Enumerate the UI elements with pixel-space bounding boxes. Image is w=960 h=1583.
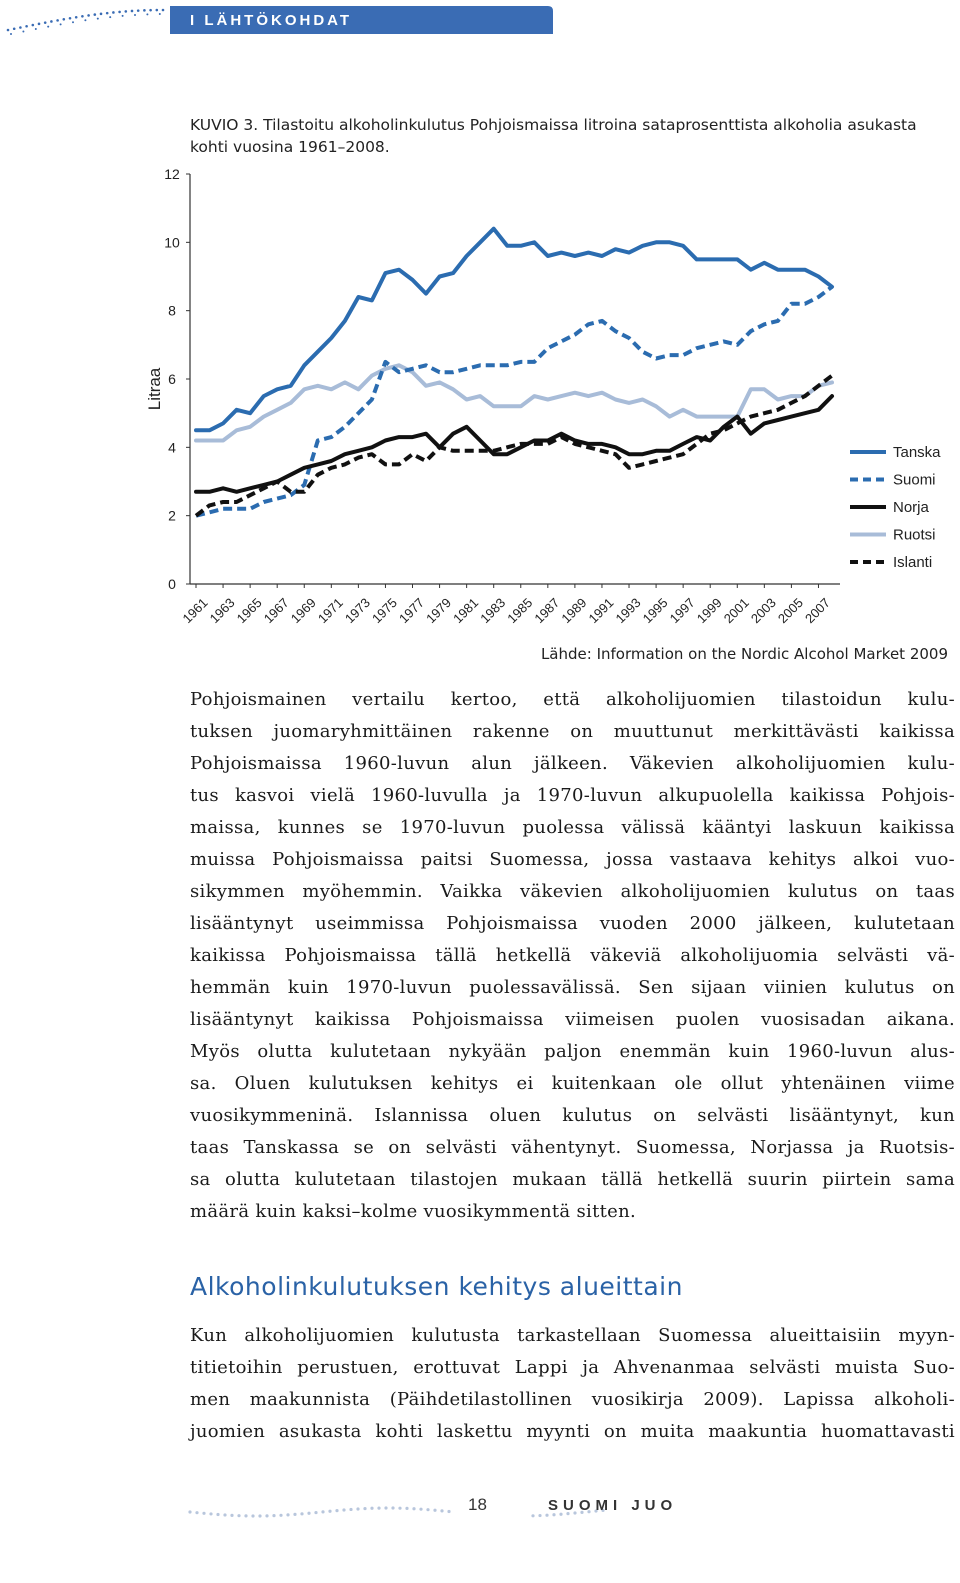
- x-tick-label: 1997: [666, 595, 698, 627]
- text-line: tus kasvoi vielä 1960-luvulla ja 1970-luvun alkupuolella kaikissa Pohjois-: [190, 785, 955, 806]
- legend-label: Suomi: [893, 471, 936, 489]
- section-label: I LÄHTÖKOHDAT: [190, 12, 353, 29]
- x-tick-label: 1989: [558, 595, 590, 627]
- figure-caption: KUVIO 3. Tilastoitu alkoholinkulutus Pohjoismaissa litroina sataprosenttista alkoholia asukasta kohti vuosina 1961–2008.: [190, 116, 917, 156]
- body-paragraph-2: [190, 1320, 955, 1448]
- body-paragraph-1: [190, 684, 955, 1228]
- x-tick-label: 1991: [585, 595, 617, 627]
- y-tick-label: 10: [164, 234, 180, 251]
- text-line: Pohjoismainen vertailu kertoo, että alkoholijuomien tilastoidun kulu-: [190, 689, 955, 710]
- figure-source: Lähde: Information on the Nordic Alcohol Market 2009: [540, 645, 948, 663]
- legend-label: Tanska: [893, 444, 941, 461]
- text-line: lisääntynyt useimmissa Pohjoismaissa vuoden 2000 jälkeen, kulutetaan: [190, 913, 955, 934]
- text-line: sa. Oluen kulutuksen kehitys ei kuitenkaan ole ollut yhtenäinen viime: [190, 1073, 955, 1094]
- x-tick-label: 1983: [477, 595, 509, 627]
- text-line: sa olutta kulutetaan tilastojen mukaan tällä hetkellä suurin piirtein sama: [190, 1169, 955, 1190]
- x-tick-label: 1995: [639, 595, 671, 627]
- legend-label: Ruotsi: [893, 526, 936, 544]
- x-tick-label: 2005: [774, 595, 806, 627]
- text-line: juomien asukasta kohti laskettu myynti on muita maakuntia huomattavasti: [190, 1421, 955, 1442]
- x-tick-label: 1965: [233, 595, 265, 627]
- y-tick-label: 2: [168, 507, 176, 524]
- y-tick-label: 12: [164, 166, 180, 182]
- text-line: Kun alkoholijuomien kulutusta tarkastellaan Suomessa alueittaisiin myyn-: [190, 1325, 955, 1346]
- footer-brand: SUOMI JUO: [548, 1497, 678, 1514]
- y-tick-label: 4: [168, 439, 176, 456]
- text-line: hemmän kuin 1970-luvun puolessavälissä. Sen sijaan viinien kulutus on: [190, 977, 955, 998]
- consumption-line-chart: [0, 160, 960, 640]
- x-tick-label: 1993: [612, 595, 644, 627]
- x-tick-label: 2001: [720, 595, 752, 627]
- legend-label: Norja: [893, 499, 929, 516]
- section-heading: Alkoholinkulutuksen kehitys alueittain: [190, 1272, 683, 1301]
- text-line: Pohjoismaissa 1960-luvun alun jälkeen. Väkevien alkoholijuomien kulu-: [190, 753, 955, 774]
- y-tick-label: 0: [168, 576, 176, 592]
- x-tick-label: 1967: [260, 595, 292, 627]
- series-line-ruotsi: [196, 365, 832, 440]
- text-line: men maakunnista (Päihdetilastollinen vuosikirja 2009). Lapissa alkoholi-: [190, 1389, 955, 1410]
- chart-legend: [850, 444, 941, 571]
- x-tick-label: 2003: [747, 595, 779, 627]
- text-line: kaikissa Pohjoismaissa tällä hetkellä väkeviä alkoholijuomia selvästi vä-: [190, 945, 955, 966]
- text-line: sikymmen myöhemmin. Vaikka väkevien alkoholijuomien kulutus on taas: [190, 881, 955, 902]
- text-line: muissa Pohjoismaissa paitsi Suomessa, jossa vastaava kehitys alkoi vuo-: [190, 849, 955, 870]
- x-tick-label: 1969: [287, 595, 319, 627]
- x-tick-label: 1987: [531, 595, 563, 627]
- y-axis-label: Litraa: [145, 367, 164, 411]
- text-line: määrä kuin kaksi–kolme vuosikymmentä sitten.: [190, 1201, 637, 1222]
- x-tick-label: 1973: [341, 595, 373, 627]
- text-line: Myös olutta kulutetaan nykyään paljon enemmän kuin 1960-luvun alus-: [190, 1041, 955, 1062]
- text-line: titietoihin perustuen, erottuvat Lappi ja Ahvenanmaa selvästi muista Suo-: [190, 1357, 955, 1378]
- text-line: maissa, kunnes se 1970-luvun puolessa välissä kääntyi laskuun kaikissa: [190, 817, 955, 838]
- page-number: 18: [468, 1495, 487, 1514]
- legend-label: Islanti: [893, 554, 933, 571]
- x-tick-label: 1963: [206, 595, 238, 627]
- text-line: taas Tanskassa se on selvästi vähentynyt. Suomessa, Norjassa ja Ruotsis-: [190, 1137, 955, 1158]
- header-dot-pattern: [7, 9, 165, 35]
- text-line: lisääntynyt kaikissa Pohjoismaissa viimeisen puolen vuosisadan aikana.: [190, 1009, 955, 1030]
- x-tick-label: 1981: [450, 595, 482, 627]
- x-tick-label: 1961: [179, 595, 211, 627]
- x-tick-label: 1977: [396, 595, 428, 627]
- x-tick-label: 1985: [504, 595, 536, 627]
- x-tick-label: 1975: [368, 595, 401, 627]
- x-tick-label: 1999: [693, 595, 725, 627]
- x-tick-label: 1971: [314, 595, 346, 627]
- text-line: tuksen juomaryhmittäinen rakenne on muuttunut merkittävästi kaikissa: [190, 721, 955, 742]
- y-tick-label: 6: [168, 371, 176, 387]
- x-tick-label: 2007: [801, 595, 834, 627]
- x-tick-label: 1979: [423, 595, 455, 627]
- y-tick-label: 8: [168, 302, 176, 319]
- text-line: vuosikymmeninä. Islannissa oluen kulutus on selvästi lisääntynyt, kun: [190, 1105, 955, 1126]
